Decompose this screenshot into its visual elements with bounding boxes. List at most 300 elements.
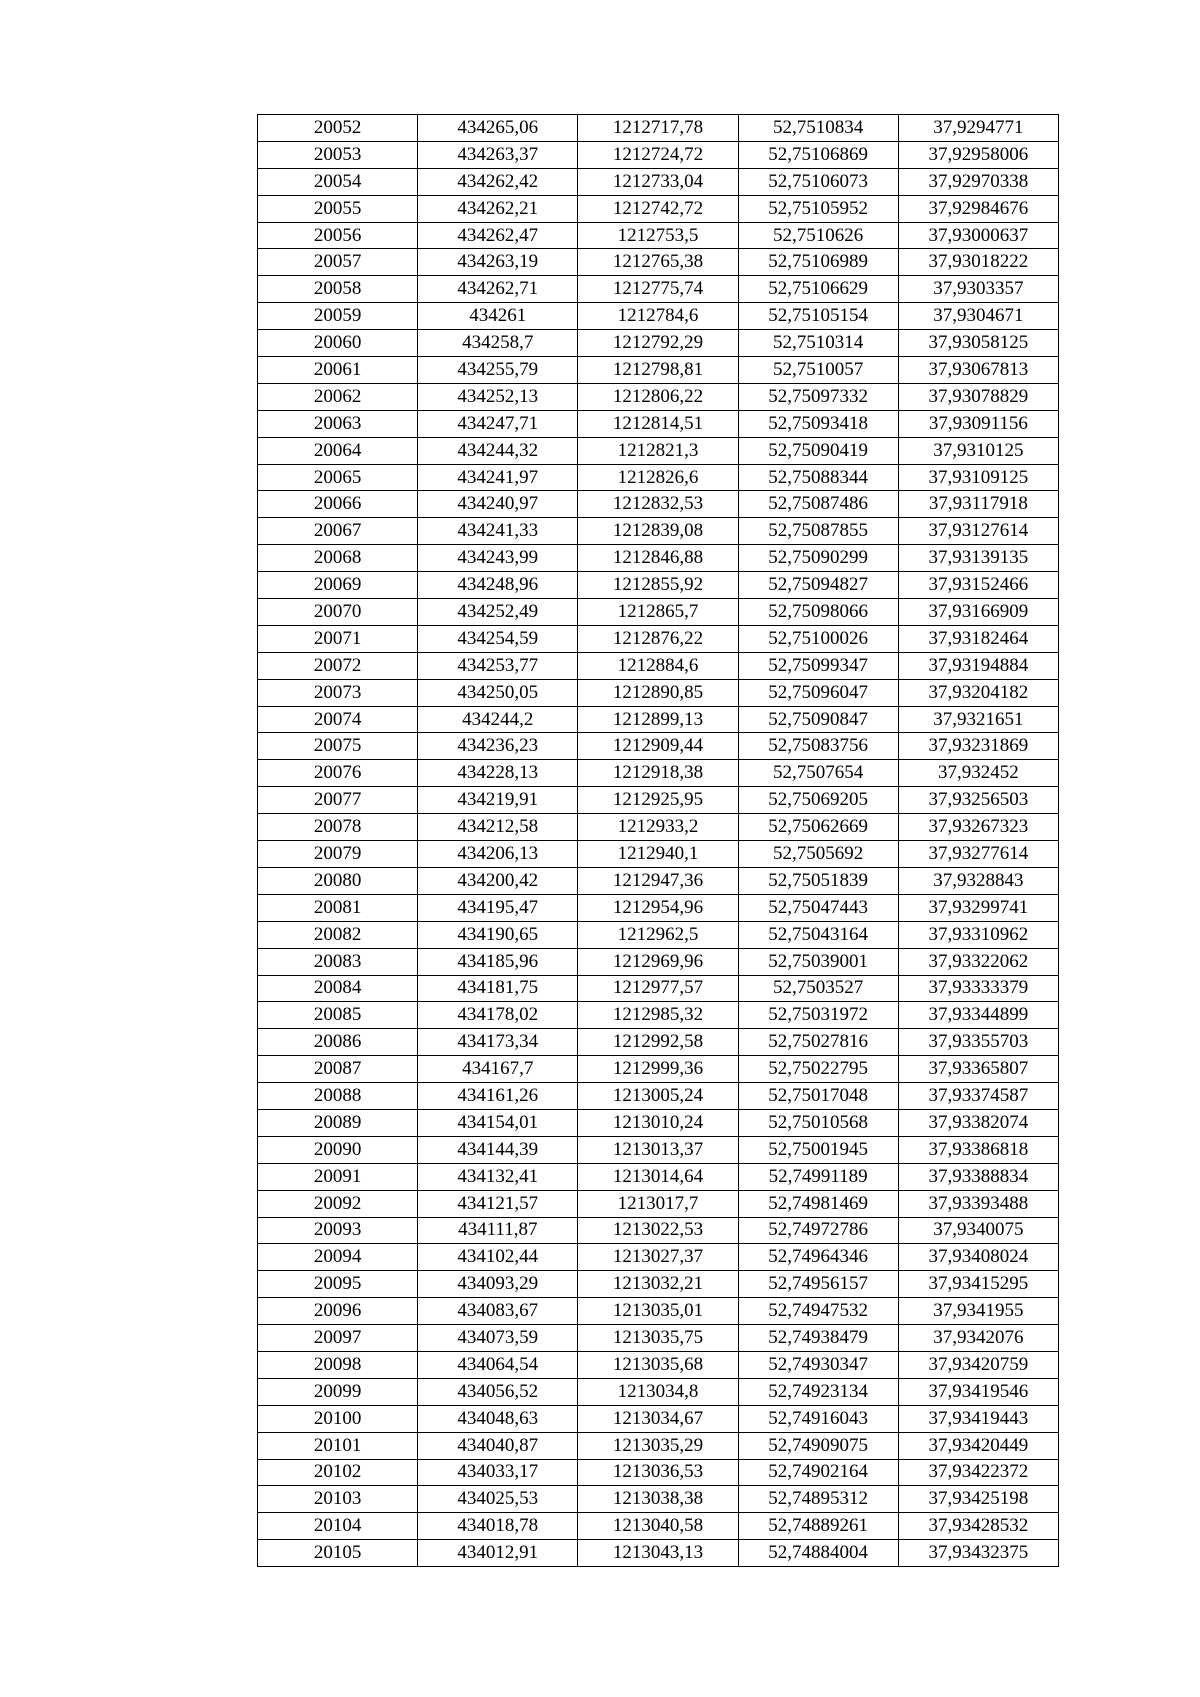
table-row: [258, 141, 1059, 168]
longitude-cell: 37,93422372: [898, 1459, 1058, 1486]
latitude-cell: 52,75001945: [738, 1136, 898, 1163]
latitude-cell: 52,75106073: [738, 168, 898, 195]
x-coordinate-cell: 434236,23: [418, 733, 578, 760]
latitude-cell: 52,75105154: [738, 303, 898, 330]
coordinates-table-body: [258, 115, 1059, 1567]
y-coordinate-cell: 1212724,72: [578, 141, 738, 168]
latitude-cell: 52,74923134: [738, 1378, 898, 1405]
latitude-cell: 52,74889261: [738, 1513, 898, 1540]
x-coordinate-cell: 434261: [418, 303, 578, 330]
y-coordinate-cell: 1212977,57: [578, 975, 738, 1002]
point-number-cell: 20103: [258, 1486, 418, 1513]
y-coordinate-cell: 1213017,7: [578, 1190, 738, 1217]
point-number-cell: 20074: [258, 706, 418, 733]
point-number-cell: 20063: [258, 410, 418, 437]
point-number-cell: 20070: [258, 599, 418, 626]
longitude-cell: 37,93256503: [898, 787, 1058, 814]
y-coordinate-cell: 1212717,78: [578, 115, 738, 142]
point-number-cell: 20084: [258, 975, 418, 1002]
point-number-cell: 20061: [258, 357, 418, 384]
point-number-cell: 20089: [258, 1109, 418, 1136]
latitude-cell: 52,75022795: [738, 1056, 898, 1083]
latitude-cell: 52,7510834: [738, 115, 898, 142]
latitude-cell: 52,7510314: [738, 330, 898, 357]
x-coordinate-cell: 434253,77: [418, 652, 578, 679]
longitude-cell: 37,9294771: [898, 115, 1058, 142]
point-number-cell: 20091: [258, 1163, 418, 1190]
latitude-cell: 52,75027816: [738, 1029, 898, 1056]
table-row: [258, 1136, 1059, 1163]
table-row: [258, 410, 1059, 437]
table-row: [258, 168, 1059, 195]
latitude-cell: 52,74930347: [738, 1351, 898, 1378]
longitude-cell: 37,93127614: [898, 518, 1058, 545]
table-row: [258, 383, 1059, 410]
point-number-cell: 20067: [258, 518, 418, 545]
y-coordinate-cell: 1212884,6: [578, 652, 738, 679]
x-coordinate-cell: 434206,13: [418, 841, 578, 868]
point-number-cell: 20092: [258, 1190, 418, 1217]
table-row: [258, 1351, 1059, 1378]
x-coordinate-cell: 434255,79: [418, 357, 578, 384]
y-coordinate-cell: 1212814,51: [578, 410, 738, 437]
latitude-cell: 52,74956157: [738, 1271, 898, 1298]
x-coordinate-cell: 434121,57: [418, 1190, 578, 1217]
x-coordinate-cell: 434258,7: [418, 330, 578, 357]
latitude-cell: 52,75069205: [738, 787, 898, 814]
x-coordinate-cell: 434173,34: [418, 1029, 578, 1056]
y-coordinate-cell: 1213034,67: [578, 1405, 738, 1432]
table-row: [258, 1325, 1059, 1352]
point-number-cell: 20075: [258, 733, 418, 760]
y-coordinate-cell: 1212947,36: [578, 867, 738, 894]
table-row: [258, 545, 1059, 572]
x-coordinate-cell: 434263,19: [418, 249, 578, 276]
table-row: [258, 491, 1059, 518]
longitude-cell: 37,93419546: [898, 1378, 1058, 1405]
table-row: [258, 195, 1059, 222]
x-coordinate-cell: 434250,05: [418, 679, 578, 706]
point-number-cell: 20095: [258, 1271, 418, 1298]
longitude-cell: 37,93194884: [898, 652, 1058, 679]
longitude-cell: 37,9310125: [898, 437, 1058, 464]
longitude-cell: 37,93344899: [898, 1002, 1058, 1029]
table-row: [258, 1109, 1059, 1136]
longitude-cell: 37,93428532: [898, 1513, 1058, 1540]
latitude-cell: 52,75090299: [738, 545, 898, 572]
y-coordinate-cell: 1213035,75: [578, 1325, 738, 1352]
y-coordinate-cell: 1212855,92: [578, 572, 738, 599]
latitude-cell: 52,75062669: [738, 814, 898, 841]
point-number-cell: 20072: [258, 652, 418, 679]
point-number-cell: 20096: [258, 1298, 418, 1325]
point-number-cell: 20071: [258, 625, 418, 652]
table-row: [258, 1190, 1059, 1217]
y-coordinate-cell: 1213010,24: [578, 1109, 738, 1136]
x-coordinate-cell: 434181,75: [418, 975, 578, 1002]
y-coordinate-cell: 1212969,96: [578, 948, 738, 975]
table-row: [258, 787, 1059, 814]
latitude-cell: 52,75083756: [738, 733, 898, 760]
table-row: [258, 1405, 1059, 1432]
x-coordinate-cell: 434190,65: [418, 921, 578, 948]
latitude-cell: 52,7507654: [738, 760, 898, 787]
x-coordinate-cell: 434161,26: [418, 1083, 578, 1110]
y-coordinate-cell: 1212806,22: [578, 383, 738, 410]
point-number-cell: 20069: [258, 572, 418, 599]
x-coordinate-cell: 434240,97: [418, 491, 578, 518]
latitude-cell: 52,7505692: [738, 841, 898, 868]
point-number-cell: 20098: [258, 1351, 418, 1378]
latitude-cell: 52,75087855: [738, 518, 898, 545]
x-coordinate-cell: 434040,87: [418, 1432, 578, 1459]
latitude-cell: 52,75105952: [738, 195, 898, 222]
x-coordinate-cell: 434252,49: [418, 599, 578, 626]
y-coordinate-cell: 1212733,04: [578, 168, 738, 195]
x-coordinate-cell: 434178,02: [418, 1002, 578, 1029]
table-row: [258, 1029, 1059, 1056]
latitude-cell: 52,75087486: [738, 491, 898, 518]
latitude-cell: 52,75031972: [738, 1002, 898, 1029]
latitude-cell: 52,75094827: [738, 572, 898, 599]
x-coordinate-cell: 434167,7: [418, 1056, 578, 1083]
latitude-cell: 52,75106629: [738, 276, 898, 303]
point-number-cell: 20082: [258, 921, 418, 948]
point-number-cell: 20090: [258, 1136, 418, 1163]
table-row: [258, 1271, 1059, 1298]
table-row: [258, 1002, 1059, 1029]
x-coordinate-cell: 434195,47: [418, 894, 578, 921]
latitude-cell: 52,75039001: [738, 948, 898, 975]
latitude-cell: 52,75093418: [738, 410, 898, 437]
y-coordinate-cell: 1212784,6: [578, 303, 738, 330]
longitude-cell: 37,93310962: [898, 921, 1058, 948]
table-row: [258, 867, 1059, 894]
y-coordinate-cell: 1212954,96: [578, 894, 738, 921]
x-coordinate-cell: 434056,52: [418, 1378, 578, 1405]
y-coordinate-cell: 1213040,58: [578, 1513, 738, 1540]
latitude-cell: 52,75047443: [738, 894, 898, 921]
latitude-cell: 52,75088344: [738, 464, 898, 491]
y-coordinate-cell: 1213027,37: [578, 1244, 738, 1271]
table-row: [258, 1459, 1059, 1486]
point-number-cell: 20059: [258, 303, 418, 330]
x-coordinate-cell: 434083,67: [418, 1298, 578, 1325]
y-coordinate-cell: 1212985,32: [578, 1002, 738, 1029]
x-coordinate-cell: 434248,96: [418, 572, 578, 599]
longitude-cell: 37,93386818: [898, 1136, 1058, 1163]
table-row: [258, 733, 1059, 760]
table-row: [258, 841, 1059, 868]
point-number-cell: 20085: [258, 1002, 418, 1029]
y-coordinate-cell: 1213013,37: [578, 1136, 738, 1163]
table-row: [258, 1217, 1059, 1244]
table-row: [258, 814, 1059, 841]
y-coordinate-cell: 1212826,6: [578, 464, 738, 491]
longitude-cell: 37,93152466: [898, 572, 1058, 599]
y-coordinate-cell: 1212940,1: [578, 841, 738, 868]
longitude-cell: 37,92984676: [898, 195, 1058, 222]
table-row: [258, 115, 1059, 142]
y-coordinate-cell: 1212742,72: [578, 195, 738, 222]
latitude-cell: 52,75010568: [738, 1109, 898, 1136]
y-coordinate-cell: 1212753,5: [578, 222, 738, 249]
longitude-cell: 37,93067813: [898, 357, 1058, 384]
longitude-cell: 37,93058125: [898, 330, 1058, 357]
latitude-cell: 52,75106989: [738, 249, 898, 276]
table-row: [258, 1163, 1059, 1190]
table-row: [258, 1298, 1059, 1325]
longitude-cell: 37,93420449: [898, 1432, 1058, 1459]
y-coordinate-cell: 1213035,01: [578, 1298, 738, 1325]
longitude-cell: 37,93231869: [898, 733, 1058, 760]
y-coordinate-cell: 1213036,53: [578, 1459, 738, 1486]
latitude-cell: 52,75043164: [738, 921, 898, 948]
longitude-cell: 37,93419443: [898, 1405, 1058, 1432]
y-coordinate-cell: 1212899,13: [578, 706, 738, 733]
table-row: [258, 1244, 1059, 1271]
y-coordinate-cell: 1212775,74: [578, 276, 738, 303]
longitude-cell: 37,93415295: [898, 1271, 1058, 1298]
y-coordinate-cell: 1212925,95: [578, 787, 738, 814]
point-number-cell: 20053: [258, 141, 418, 168]
longitude-cell: 37,93139135: [898, 545, 1058, 572]
longitude-cell: 37,93166909: [898, 599, 1058, 626]
point-number-cell: 20102: [258, 1459, 418, 1486]
latitude-cell: 52,75106869: [738, 141, 898, 168]
point-number-cell: 20055: [258, 195, 418, 222]
x-coordinate-cell: 434048,63: [418, 1405, 578, 1432]
y-coordinate-cell: 1213035,29: [578, 1432, 738, 1459]
longitude-cell: 37,93091156: [898, 410, 1058, 437]
table-row: [258, 948, 1059, 975]
x-coordinate-cell: 434228,13: [418, 760, 578, 787]
latitude-cell: 52,74902164: [738, 1459, 898, 1486]
point-number-cell: 20083: [258, 948, 418, 975]
longitude-cell: 37,93299741: [898, 894, 1058, 921]
latitude-cell: 52,74972786: [738, 1217, 898, 1244]
table-row: [258, 330, 1059, 357]
longitude-cell: 37,93333379: [898, 975, 1058, 1002]
x-coordinate-cell: 434244,32: [418, 437, 578, 464]
table-row: [258, 1083, 1059, 1110]
point-number-cell: 20076: [258, 760, 418, 787]
table-row: [258, 518, 1059, 545]
latitude-cell: 52,75099347: [738, 652, 898, 679]
y-coordinate-cell: 1212962,5: [578, 921, 738, 948]
longitude-cell: 37,93018222: [898, 249, 1058, 276]
longitude-cell: 37,93204182: [898, 679, 1058, 706]
y-coordinate-cell: 1212918,38: [578, 760, 738, 787]
x-coordinate-cell: 434073,59: [418, 1325, 578, 1352]
point-number-cell: 20094: [258, 1244, 418, 1271]
table-row: [258, 1056, 1059, 1083]
x-coordinate-cell: 434254,59: [418, 625, 578, 652]
longitude-cell: 37,93277614: [898, 841, 1058, 868]
table-row: [258, 625, 1059, 652]
longitude-cell: 37,9341955: [898, 1298, 1058, 1325]
longitude-cell: 37,932452: [898, 760, 1058, 787]
table-row: [258, 975, 1059, 1002]
longitude-cell: 37,93182464: [898, 625, 1058, 652]
y-coordinate-cell: 1212865,7: [578, 599, 738, 626]
point-number-cell: 20081: [258, 894, 418, 921]
x-coordinate-cell: 434262,71: [418, 276, 578, 303]
x-coordinate-cell: 434154,01: [418, 1109, 578, 1136]
table-row: [258, 464, 1059, 491]
x-coordinate-cell: 434265,06: [418, 115, 578, 142]
point-number-cell: 20058: [258, 276, 418, 303]
latitude-cell: 52,74991189: [738, 1163, 898, 1190]
table-row: [258, 572, 1059, 599]
table-row: [258, 249, 1059, 276]
x-coordinate-cell: 434219,91: [418, 787, 578, 814]
latitude-cell: 52,75097332: [738, 383, 898, 410]
longitude-cell: 37,93267323: [898, 814, 1058, 841]
y-coordinate-cell: 1213032,21: [578, 1271, 738, 1298]
longitude-cell: 37,93393488: [898, 1190, 1058, 1217]
table-row: [258, 222, 1059, 249]
longitude-cell: 37,9321651: [898, 706, 1058, 733]
point-number-cell: 20087: [258, 1056, 418, 1083]
point-number-cell: 20073: [258, 679, 418, 706]
point-number-cell: 20066: [258, 491, 418, 518]
table-row: [258, 679, 1059, 706]
table-row: [258, 303, 1059, 330]
table-row: [258, 652, 1059, 679]
latitude-cell: 52,75090419: [738, 437, 898, 464]
y-coordinate-cell: 1212890,85: [578, 679, 738, 706]
latitude-cell: 52,74964346: [738, 1244, 898, 1271]
latitude-cell: 52,7510626: [738, 222, 898, 249]
x-coordinate-cell: 434093,29: [418, 1271, 578, 1298]
latitude-cell: 52,75100026: [738, 625, 898, 652]
longitude-cell: 37,9304671: [898, 303, 1058, 330]
table-row: [258, 276, 1059, 303]
longitude-cell: 37,93432375: [898, 1540, 1058, 1567]
point-number-cell: 20080: [258, 867, 418, 894]
point-number-cell: 20104: [258, 1513, 418, 1540]
x-coordinate-cell: 434144,39: [418, 1136, 578, 1163]
latitude-cell: 52,7503527: [738, 975, 898, 1002]
latitude-cell: 52,74981469: [738, 1190, 898, 1217]
x-coordinate-cell: 434185,96: [418, 948, 578, 975]
point-number-cell: 20065: [258, 464, 418, 491]
x-coordinate-cell: 434132,41: [418, 1163, 578, 1190]
latitude-cell: 52,74916043: [738, 1405, 898, 1432]
longitude-cell: 37,93388834: [898, 1163, 1058, 1190]
longitude-cell: 37,93374587: [898, 1083, 1058, 1110]
x-coordinate-cell: 434252,13: [418, 383, 578, 410]
x-coordinate-cell: 434262,47: [418, 222, 578, 249]
point-number-cell: 20093: [258, 1217, 418, 1244]
point-number-cell: 20062: [258, 383, 418, 410]
table-row: [258, 1378, 1059, 1405]
longitude-cell: 37,93117918: [898, 491, 1058, 518]
y-coordinate-cell: 1212909,44: [578, 733, 738, 760]
x-coordinate-cell: 434262,21: [418, 195, 578, 222]
y-coordinate-cell: 1212846,88: [578, 545, 738, 572]
table-row: [258, 1513, 1059, 1540]
longitude-cell: 37,92970338: [898, 168, 1058, 195]
x-coordinate-cell: 434243,99: [418, 545, 578, 572]
x-coordinate-cell: 434102,44: [418, 1244, 578, 1271]
longitude-cell: 37,93109125: [898, 464, 1058, 491]
y-coordinate-cell: 1213038,38: [578, 1486, 738, 1513]
point-number-cell: 20099: [258, 1378, 418, 1405]
y-coordinate-cell: 1212765,38: [578, 249, 738, 276]
longitude-cell: 37,93420759: [898, 1351, 1058, 1378]
y-coordinate-cell: 1213034,8: [578, 1378, 738, 1405]
point-number-cell: 20077: [258, 787, 418, 814]
table-row: [258, 1432, 1059, 1459]
point-number-cell: 20088: [258, 1083, 418, 1110]
table-row: [258, 921, 1059, 948]
point-number-cell: 20097: [258, 1325, 418, 1352]
table-row: [258, 357, 1059, 384]
x-coordinate-cell: 434244,2: [418, 706, 578, 733]
point-number-cell: 20052: [258, 115, 418, 142]
latitude-cell: 52,74884004: [738, 1540, 898, 1567]
point-number-cell: 20105: [258, 1540, 418, 1567]
longitude-cell: 37,93078829: [898, 383, 1058, 410]
latitude-cell: 52,75051839: [738, 867, 898, 894]
latitude-cell: 52,74947532: [738, 1298, 898, 1325]
latitude-cell: 52,75096047: [738, 679, 898, 706]
point-number-cell: 20101: [258, 1432, 418, 1459]
table-row: [258, 706, 1059, 733]
y-coordinate-cell: 1212792,29: [578, 330, 738, 357]
x-coordinate-cell: 434033,17: [418, 1459, 578, 1486]
point-number-cell: 20078: [258, 814, 418, 841]
point-number-cell: 20056: [258, 222, 418, 249]
y-coordinate-cell: 1212876,22: [578, 625, 738, 652]
longitude-cell: 37,9328843: [898, 867, 1058, 894]
point-number-cell: 20068: [258, 545, 418, 572]
longitude-cell: 37,93000637: [898, 222, 1058, 249]
x-coordinate-cell: 434064,54: [418, 1351, 578, 1378]
longitude-cell: 37,9340075: [898, 1217, 1058, 1244]
point-number-cell: 20054: [258, 168, 418, 195]
point-number-cell: 20064: [258, 437, 418, 464]
table-row: [258, 437, 1059, 464]
longitude-cell: 37,9303357: [898, 276, 1058, 303]
latitude-cell: 52,7510057: [738, 357, 898, 384]
table-row: [258, 599, 1059, 626]
y-coordinate-cell: 1213014,64: [578, 1163, 738, 1190]
x-coordinate-cell: 434262,42: [418, 168, 578, 195]
point-number-cell: 20057: [258, 249, 418, 276]
longitude-cell: 37,93355703: [898, 1029, 1058, 1056]
latitude-cell: 52,74895312: [738, 1486, 898, 1513]
x-coordinate-cell: 434241,97: [418, 464, 578, 491]
longitude-cell: 37,93322062: [898, 948, 1058, 975]
point-number-cell: 20100: [258, 1405, 418, 1432]
longitude-cell: 37,93425198: [898, 1486, 1058, 1513]
y-coordinate-cell: 1213022,53: [578, 1217, 738, 1244]
longitude-cell: 37,93408024: [898, 1244, 1058, 1271]
x-coordinate-cell: 434200,42: [418, 867, 578, 894]
y-coordinate-cell: 1212839,08: [578, 518, 738, 545]
point-number-cell: 20079: [258, 841, 418, 868]
x-coordinate-cell: 434012,91: [418, 1540, 578, 1567]
latitude-cell: 52,75017048: [738, 1083, 898, 1110]
y-coordinate-cell: 1212999,36: [578, 1056, 738, 1083]
y-coordinate-cell: 1212832,53: [578, 491, 738, 518]
x-coordinate-cell: 434018,78: [418, 1513, 578, 1540]
point-number-cell: 20060: [258, 330, 418, 357]
x-coordinate-cell: 434111,87: [418, 1217, 578, 1244]
